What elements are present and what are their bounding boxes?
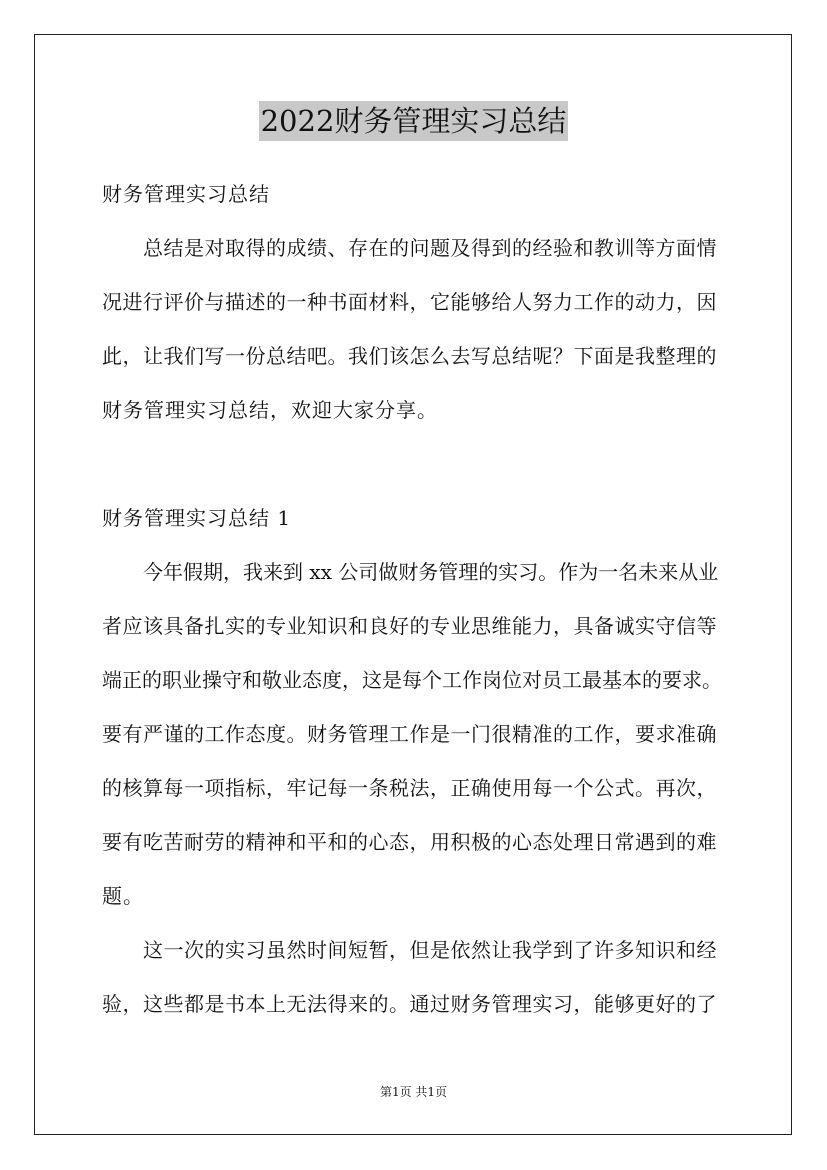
section-heading: 财务管理实习总结 1 — [102, 506, 292, 530]
paragraph-line: 要有吃苦耐劳的精神和平和的心态，用积极的心态处理日常遇到的难 — [102, 830, 717, 854]
document-subtitle: 财务管理实习总结 — [102, 182, 270, 206]
paragraph-line: 这一次的实习虽然时间短暂，但是依然让我学到了许多知识和经 — [143, 938, 717, 962]
document-title: 2022财务管理实习总结 — [259, 101, 569, 141]
intro-line: 总结是对取得的成绩、存在的问题及得到的经验和教训等方面情 — [143, 236, 717, 260]
intro-line: 此，让我们写一份总结吧。我们该怎么去写总结呢？下面是我整理的 — [102, 344, 717, 368]
paragraph-line: 的核算每一项指标，牢记每一条税法，正确使用每一个公式。再次， — [102, 776, 717, 800]
title-container — [0, 101, 827, 141]
intro-line: 况进行评价与描述的一种书面材料，它能够给人努力工作的动力，因 — [102, 290, 717, 314]
paragraph-line: 端正的职业操守和敬业态度，这是每个工作岗位对员工最基本的要求。 — [102, 668, 722, 692]
page-footer: 第1页 共1页 — [379, 1085, 448, 1099]
paragraph-line: 要有严谨的工作态度。财务管理工作是一门很精准的工作，要求准确 — [102, 722, 717, 746]
intro-line: 财务管理实习总结，欢迎大家分享。 — [102, 398, 438, 422]
paragraph-line: 验，这些都是书本上无法得来的。通过财务管理实习，能够更好的了 — [102, 992, 717, 1016]
paragraph-line: 今年假期，我来到 xx 公司做财务管理的实习。作为一名未来从业 — [143, 560, 719, 584]
paragraph-line: 者应该具备扎实的专业知识和良好的专业思维能力，具备诚实守信等 — [102, 614, 717, 638]
paragraph-line: 题。 — [102, 884, 144, 908]
